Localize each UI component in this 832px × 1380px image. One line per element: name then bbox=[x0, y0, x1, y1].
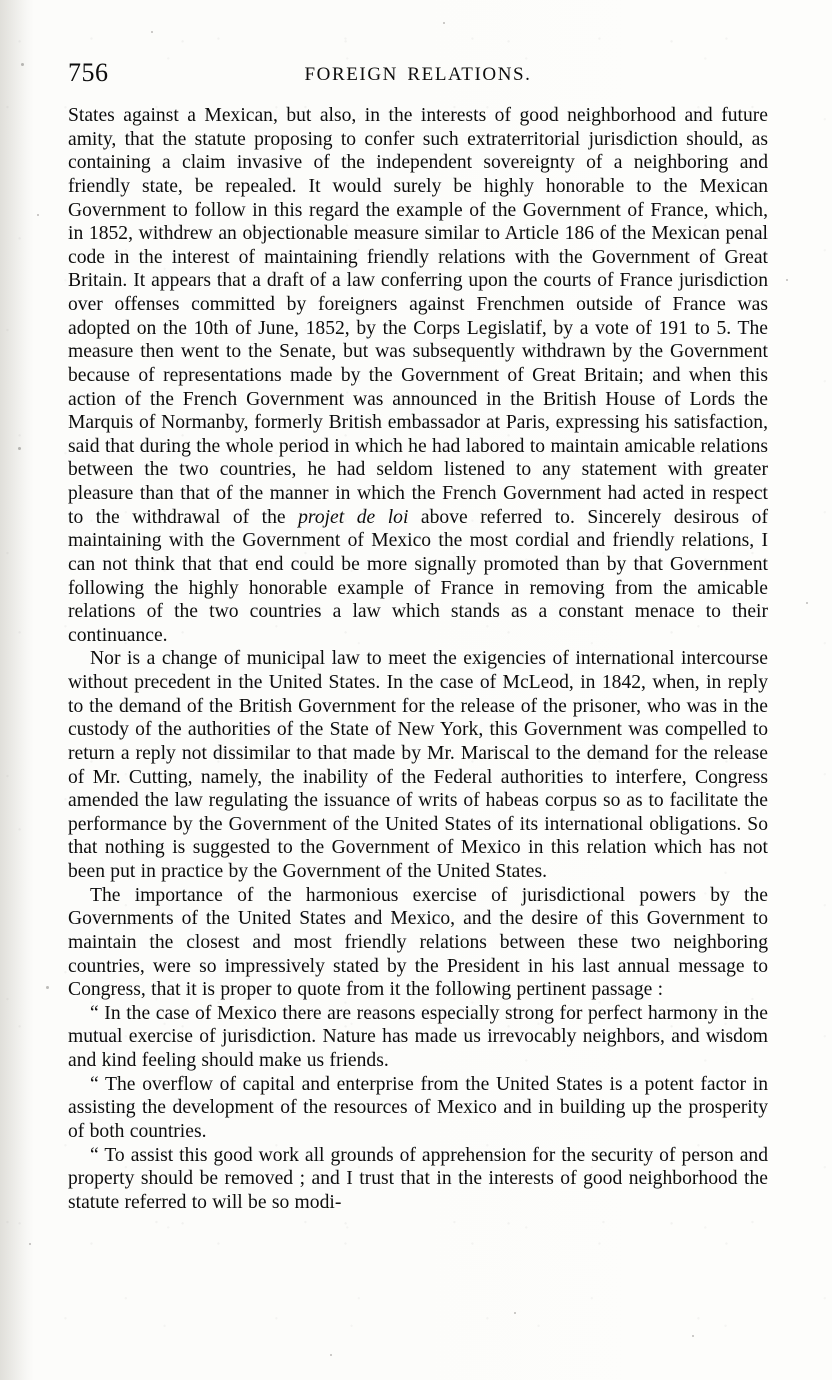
running-head bbox=[68, 58, 768, 88]
quoted-paragraph: “ In the case of Mexico there are reasons especially strong for perfect harmony in the mutual exercise of jurisdiction. Nature has made us irrevocably neighbors, and wisdom and kind feeling should make us friends. bbox=[68, 1002, 768, 1071]
scan-speck bbox=[806, 602, 808, 604]
scan-speck bbox=[514, 1312, 516, 1314]
text-column bbox=[68, 104, 768, 1214]
paragraph: The importance of the harmonious exercise of jurisdictional powers by the Governments of the United States and Mexico, and the desire of this Government to maintain the closest and most friendly relations between these two neighboring countries, were so impressively stated by the President in his last annual message to Congress, that it is proper to quote from it the following pertinent passage : bbox=[68, 884, 768, 1001]
scan-speck bbox=[786, 279, 788, 281]
paragraph: Nor is a change of municipal law to meet the exigencies of international intercourse without precedent in the United States. In the case of McLeod, in 1842, when, in reply to the demand of the British Government for the release of the prisoner, who was in the custody of the authorities of the State of New York, this Government was compelled to return a reply not dissimilar to that made by Mr. Mariscal to the demand for the release of Mr. Cutting, namely, the inability of the Federal authorities to interfere, Congress amended the law regulating the issuance of writs of habeas corpus so as to facilitate the performance by the Government of the United States of its international obligations. So that nothing is suggested to the Government of Mexico in this relation which has not been put in practice by the Government of the United States. bbox=[68, 648, 768, 882]
scan-speck bbox=[46, 986, 49, 989]
quoted-paragraph: “ The overflow of capital and enterprise from the United States is a potent factor in assisting the development of the resources of Mexico and in building up the prosperity of both countries. bbox=[68, 1073, 768, 1142]
paragraph-text-before-italic: States against a Mexican, but also, in the interests of good neighborhood and future amity, that the statute proposing to confer such extraterritorial jurisdiction should, as containing a claim invasive of the independent sovereignty of a neighboring and friendly state, be repealed. It would surely be highly honorable to the Mexican Government to follow in this regard the example of the Government of France, which, in 1852, withdrew an objectionable measure similar to Article 186 of the Mexican penal code in the interest of maintaining friendly relations with the Government of Great Britain. It appears that a draft of a law conferring upon the courts of France jurisdiction over offenses committed by foreigners against Frenchmen outside of France was adopted on the 10th of June, 1852, by the Corps Legislatif, by a vote of 191 to 5. The measure then went to the Senate, but was subsequently withdrawn by the Government because of representations made by the Government of Great Britain; and when this action of the French Government was announced in the British House of Lords the Marquis of Normanby, formerly British embassador at Paris, expressing his satisfaction, said that during the whole period in which he had labored to maintain amicable relations between the two countries, he had seldom listened to any statement with greater pleasure than that of the manner in which the French Government had acted in respect to the withdrawal of the bbox=[68, 105, 768, 528]
running-head-title: FOREIGN RELATIONS. bbox=[304, 64, 532, 85]
scan-speck bbox=[37, 214, 39, 216]
page-gutter-shading bbox=[0, 0, 34, 1380]
scan-speck bbox=[18, 447, 21, 450]
page-number: 756 bbox=[68, 58, 109, 87]
scan-speck bbox=[443, 22, 445, 24]
quoted-paragraph: “ To assist this good work all grounds of apprehension for the security of person and property should be removed ; and I trust that in the interests of good neighborhood the statute referred to will be so modi- bbox=[68, 1144, 768, 1213]
scan-speck bbox=[692, 1335, 694, 1337]
scan-speck bbox=[151, 31, 153, 33]
paragraph-italic-phrase: projet de loi bbox=[298, 506, 409, 528]
scan-speck bbox=[21, 63, 24, 66]
paragraph bbox=[68, 104, 768, 647]
scan-speck bbox=[330, 1354, 332, 1356]
scan-speck bbox=[29, 1243, 31, 1245]
paragraph-text-after-italic: above referred to. Sincerely desirous of maintaining with the Government of Mexico the most cordial and friendly relations, I can not think that that end could be more signally promoted than by that Government following the highly honorable example of France in removing from the amicable relations of the two countries a law which stands as a constant menace to their continuance. bbox=[68, 506, 768, 646]
